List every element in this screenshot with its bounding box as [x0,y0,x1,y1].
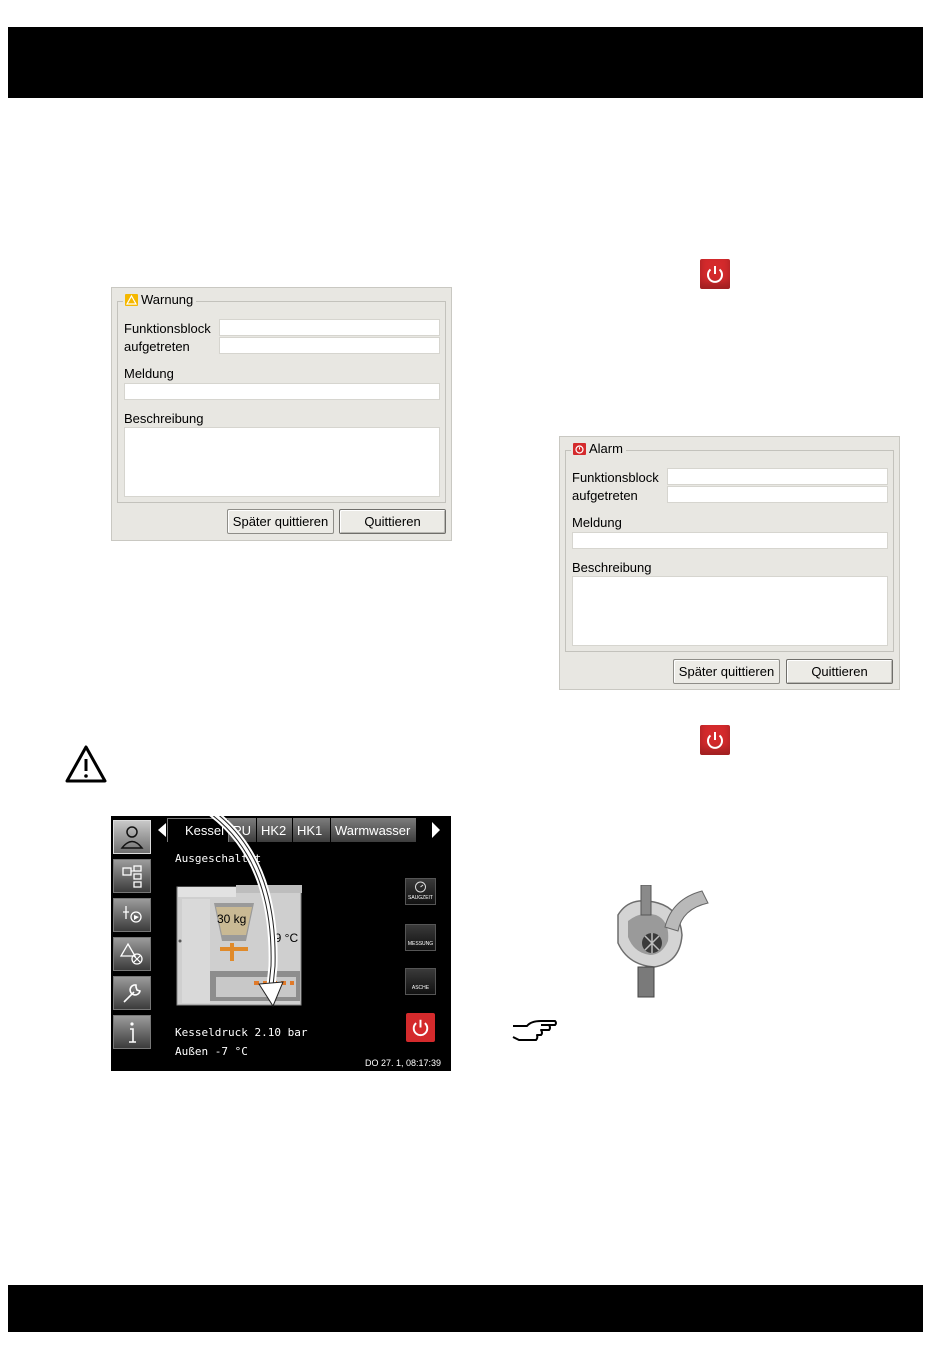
alarm-title: Alarm [589,441,623,456]
alarm-functionblock-field [667,468,888,485]
header-bar [8,27,923,98]
power-button-2[interactable] [700,725,730,755]
functionblock-field [219,319,440,336]
measurement-label: MESSUNG [407,941,434,947]
alarm-later-acknowledge-button[interactable]: Später quittieren [673,659,780,684]
pellet-level: 30 kg [217,912,247,926]
message-label: Meldung [124,366,174,381]
footer-bar [8,1285,923,1332]
occurred-field [219,337,440,354]
tab-hk1[interactable]: HK1 [293,818,331,842]
power-button[interactable] [700,259,730,289]
alarm-occurred-field [667,486,888,503]
tab-warmwasser[interactable]: Warmwasser [331,818,417,842]
curved-arrow [111,816,451,1071]
status-text: Ausgeschaltet [175,852,262,865]
caution-triangle-icon [64,744,108,789]
alarm-occurred-label: aufgetreten [572,488,638,503]
alarm-description-field [572,576,888,646]
description-label: Beschreibung [124,411,204,426]
warning-legend [123,292,196,307]
alarm-clock-icon [573,443,586,455]
pointing-hand-icon [511,1017,557,1050]
tab-kessel[interactable]: Kessel [167,818,229,842]
boiler-temperature: 39 °C [268,931,299,945]
alarm-message-field [572,532,888,549]
ash-label: ASCHE [411,985,430,991]
occurred-label: aufgetreten [124,339,190,354]
alarm-legend [571,441,626,456]
tab-pu[interactable]: PU [229,818,257,842]
message-field [124,383,440,400]
suction-time-label: SAUGZEIT [407,895,433,901]
alarm-acknowledge-button[interactable]: Quittieren [786,659,893,684]
warning-title: Warnung [141,292,194,307]
acknowledge-button[interactable]: Quittieren [339,509,446,534]
warning-dialog [111,287,452,541]
boiler-pressure: Kesseldruck 2.10 bar [175,1026,308,1039]
tab-hk2[interactable]: HK2 [257,818,293,842]
alarm-dialog [559,436,900,690]
datetime: DO 27. 1, 08:17:39 [365,1058,442,1068]
outside-temperature: Außen -7 °C [175,1045,248,1058]
touch-screen [111,816,451,1071]
later-acknowledge-button[interactable]: Später quittieren [227,509,334,534]
warning-triangle-icon [125,294,138,306]
alarm-message-label: Meldung [572,515,622,530]
alarm-functionblock-label: Funktionsblock [572,470,659,485]
burner-grate-photo [610,885,712,999]
alarm-description-label: Beschreibung [572,560,652,575]
power-icon [700,725,730,755]
power-icon [700,259,730,289]
description-field [124,427,440,497]
functionblock-label: Funktionsblock [124,321,211,336]
